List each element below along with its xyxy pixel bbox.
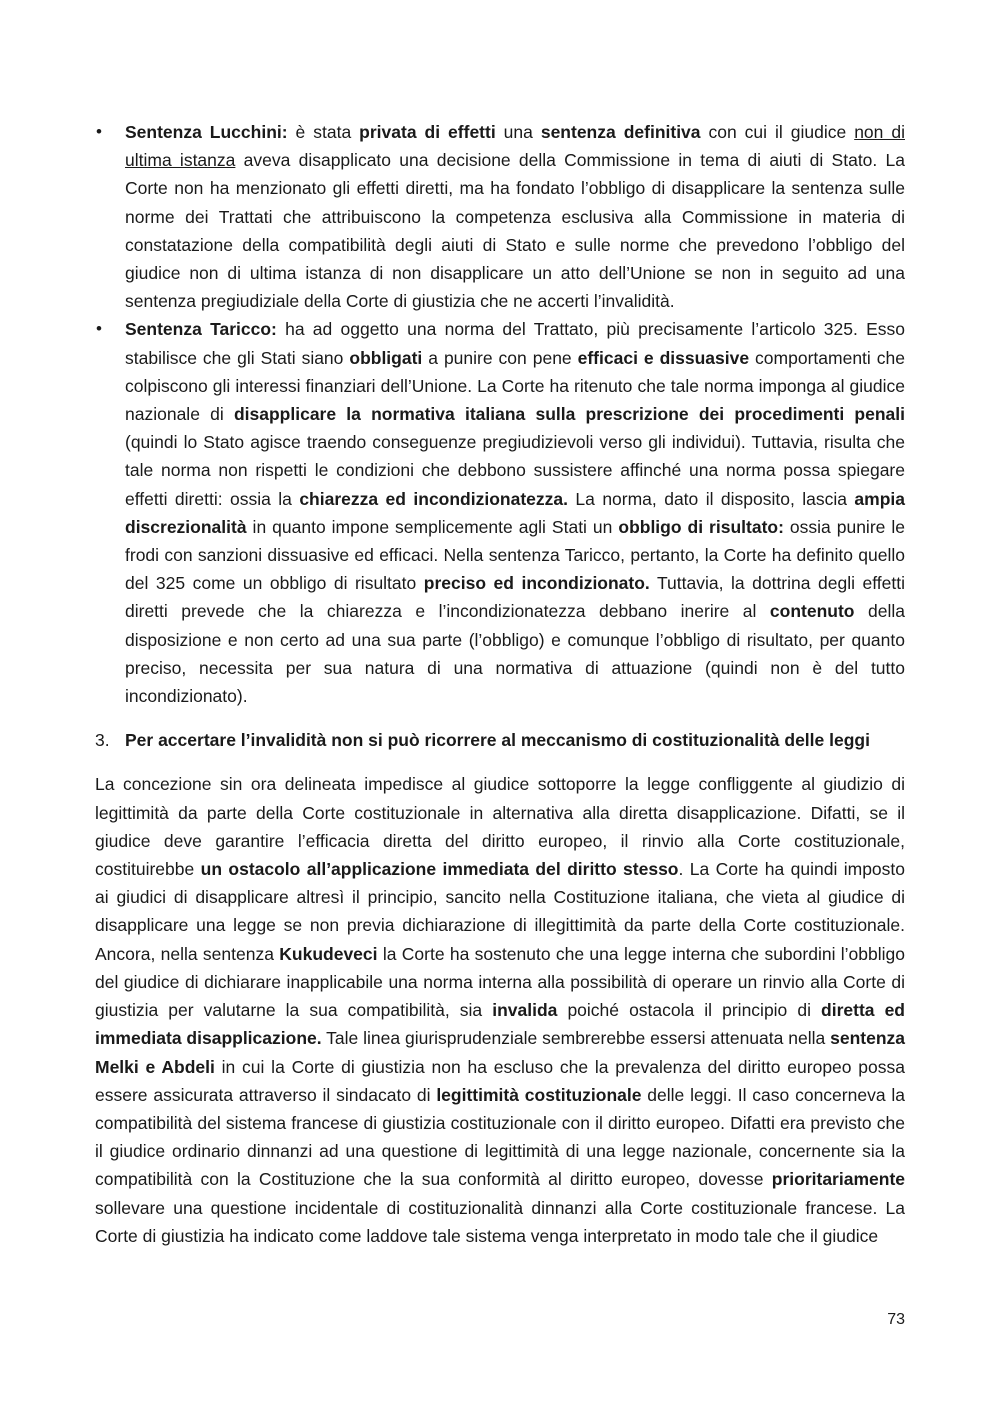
text-run-bold: invalida (492, 1000, 558, 1021)
text-run-bold: Kukudeveci (279, 943, 378, 964)
text-run-bold: ampia discrezionalità (125, 488, 905, 537)
text-run: ha ad oggetto una norma del Trattato, più precisamente l’articolo 325. Esso stabilisce che gli Stati siano (125, 319, 906, 368)
text-run: della disposizione e non certo ad una sua parte (l’obbligo) e comunque l’obbligo di risultato, per quanto preciso, necessita per sua natura di una normativa di attuazione (quindi non è del tutto incondizionato). (125, 601, 905, 707)
text-run-bold: contenuto (769, 601, 855, 622)
page-content (95, 118, 905, 1250)
text-run-bold: prioritariamente (771, 1169, 905, 1190)
text-run: Tale linea giurisprudenziale sembrerebbe essersi attenuata nella (321, 1028, 831, 1049)
text-run: (quindi lo Stato agisce traendo conseguenze pregiudizievoli verso gli individui). Tuttavia, risulta che tale norma non rispetti le condizioni che debbono sussistere affinché una norma possa spiegare effetti diretti: ossia la (125, 432, 905, 509)
text-run: è stata (287, 122, 360, 142)
text-run-bold: obbligo di risultato: (618, 516, 784, 537)
text-run: delle leggi. Il caso concerneva la compatibilità del sistema francese di giustizia costituzionale con il diritto europeo. Difatti era previsto che il giudice ordinario dinnanzi ad una questione di legittimità di una legge nazionale, concernente sia la compatibilità con la Costituzione che la sua conformità al diritto europeo, dovesse (95, 1084, 905, 1190)
text-run: comportamenti che colpiscono gli interessi finanziari dell’Unione. La Corte ha ritenuto che tale norma imponga al giudice nazionale di (125, 347, 905, 425)
section-number: 3. (95, 730, 110, 751)
text-run-bold: chiarezza ed incondizionatezza. (299, 488, 568, 509)
text-run: una (495, 122, 541, 142)
bullet-dot: • (96, 319, 102, 339)
text-run-bold: efficaci e dissuasive (577, 347, 750, 368)
text-run-bold: legittimità costituzionale (436, 1084, 642, 1105)
text-run-bold: disapplicare la normativa italiana sulla prescrizione dei procedimenti penali (233, 404, 905, 425)
text-run: La concezione sin ora delineata impedisce al giudice sottoporre la legge confliggente al giudizio di legittimità da parte della Corte costituzionale in alternativa alla diretta disapplicazione. Difatti, se il giudice deve garantire l’efficacia diretta del diritto europeo, il rinvio alla Corte costituzionale, costituirebbe (95, 774, 905, 880)
text-run: in cui la Corte di giustizia non ha escluso che la prevalenza del diritto europeo possa essere assicurata attraverso il sindacato di (95, 1056, 905, 1105)
section-heading (95, 726, 905, 754)
text-run-bold: preciso ed incondizionato. (423, 573, 650, 594)
text-run-bold: sentenza Melki e Abdeli (95, 1028, 905, 1077)
bullet-item-lucchini (95, 118, 905, 315)
bullet-title: Sentenza Lucchini: (125, 122, 288, 142)
text-run-bold: obbligati (349, 347, 423, 368)
text-run: poiché ostacola il principio di (557, 1000, 822, 1021)
text-run: a punire con pene (422, 347, 578, 368)
text-run: la Corte ha sostenuto che una legge interna che subordini l’obbligo del giudice di dichiarare inapplicabile una norma interna alla possibilità di operare un rinvio alla Corte di giustizia per valutarne la sua compatibilità, sia (95, 943, 905, 1021)
text-run: ossia punire le frodi con sanzioni dissuasive ed efficaci. Nella sentenza Taricco, pertanto, la Corte ha definito quello del 325 come un obbligo di risultato (125, 516, 905, 594)
bullet-dot: • (96, 122, 102, 141)
section-title: Per accertare l’invalidità non si può ricorrere al meccanismo di costituzionalità delle leggi (125, 730, 870, 751)
bullet-list (95, 118, 905, 710)
text-run-bold: un ostacolo all’applicazione immediata del diritto stesso (200, 859, 679, 880)
text-run: aveva disapplicato una decisione della Commissione in tema di aiuti di Stato. La Corte non ha menzionato gli effetti diretti, ma ha fondato l’obbligo di disapplicare la sentenza sulle norme dei Trattati che attribuiscono la competenza esclusiva alla Commissione in materia di constatazione della compatibilità degli aiuti di Stato e sulle norme che prevedono l’obbligo del giudice non di ultima istanza di non disapplicare un atto dell’Unione se non in seguito ad una sentenza pregiudiziale della Corte di giustizia che ne accerti l’invalidità. (125, 150, 905, 312)
text-run: sollevare una questione incidentale di costituzionalità dinnanzi alla Corte costituzionale francese. La Corte di giustizia ha indicato come laddove tale sistema venga interpretato in modo tale che il giudice (95, 1197, 905, 1246)
text-run-underlined: non di ultima istanza (125, 122, 905, 171)
bullet-item-taricco (95, 315, 905, 710)
bullet-title: Sentenza Taricco: (125, 319, 277, 340)
page-number: 73 (887, 1311, 905, 1328)
text-run: La norma, dato il disposito, lascia (568, 488, 855, 509)
text-run: con cui il giudice (700, 122, 855, 142)
text-run: . La Corte ha quindi imposto ai giudici di disapplicare altresì il principio, sancito nella Costituzione italiana, che vieta al giudice di disapplicare una legge se non previa dichiarazione di illegittimità da parte della Corte costituzionale. Ancora, nella sentenza (95, 859, 906, 964)
body-paragraph (95, 770, 905, 1249)
text-run-bold: diretta ed immediata disapplicazione. (95, 1000, 905, 1049)
text-run: Tuttavia, la dottrina degli effetti diretti prevede che la chiarezza e l’incondizionatezza debbano inerire al (125, 573, 905, 622)
text-run-bold: sentenza definitiva (540, 122, 701, 142)
text-run-bold: privata di effetti (359, 122, 496, 142)
text-run: in quanto impone semplicemente agli Stati un (246, 516, 619, 537)
